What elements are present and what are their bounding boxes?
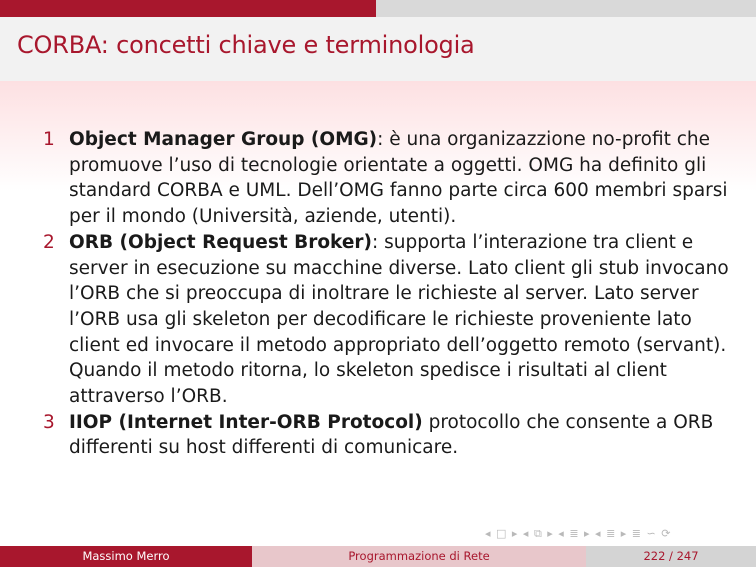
- definition-list: [43, 127, 743, 461]
- list-item: [43, 410, 743, 461]
- item-text: [69, 232, 729, 407]
- footer-course-title: Programmazione di Rete: [252, 546, 586, 567]
- progress-bar: [0, 0, 756, 17]
- item-term: Object Manager Group (OMG): [69, 129, 378, 150]
- list-item: [43, 230, 743, 410]
- title-bar: [0, 17, 756, 81]
- beamer-navigation-icons[interactable]: ◂ □ ▸ ◂ ⧉ ▸ ◂ ≣ ▸ ◂ ≣ ▸ ≣ ∽ ⟳: [485, 527, 672, 540]
- progress-fill: [0, 0, 376, 17]
- item-number: 1: [43, 129, 55, 150]
- item-term: IIOP (Internet Inter-ORB Protocol): [69, 411, 423, 433]
- item-text: [69, 412, 713, 459]
- item-description: : supporta l’interazione tra client e server in esecuzione su macchine diverse. Lato client gli stub invocano l’ORB che si preoccupa di inoltrare le richieste al server. Lato server l’ORB usa gli skeleton per decodificare le richieste proveniente lato client ed invocare il metodo appropriato dell’oggetto remoto (servant). Quando il metodo ritorna, lo skeleton spedisce i risultati al client attraverso l’ORB.: [69, 231, 729, 408]
- footer: [0, 546, 756, 567]
- footer-page-number: 222 / 247: [586, 546, 756, 567]
- slide-title: CORBA: concetti chiave e terminologia: [17, 31, 475, 59]
- item-number: 2: [43, 231, 55, 253]
- item-description: protocollo che consente a ORB differenti su host differenti di comunicare.: [69, 411, 714, 459]
- list-item: [43, 127, 743, 230]
- item-term: ORB (Object Request Broker): [69, 231, 372, 253]
- item-text: [69, 129, 728, 227]
- footer-author: Massimo Merro: [0, 546, 252, 567]
- item-number: 3: [43, 411, 55, 433]
- item-description: : è una organizazzione no-profit che promuove l’uso di tecnologie orientate a oggetti. OMG ha definito gli standard CORBA e UML. Dell’OMG fanno parte circa 600 membri sparsi per il mondo (Università, aziende, utenti).: [69, 129, 728, 228]
